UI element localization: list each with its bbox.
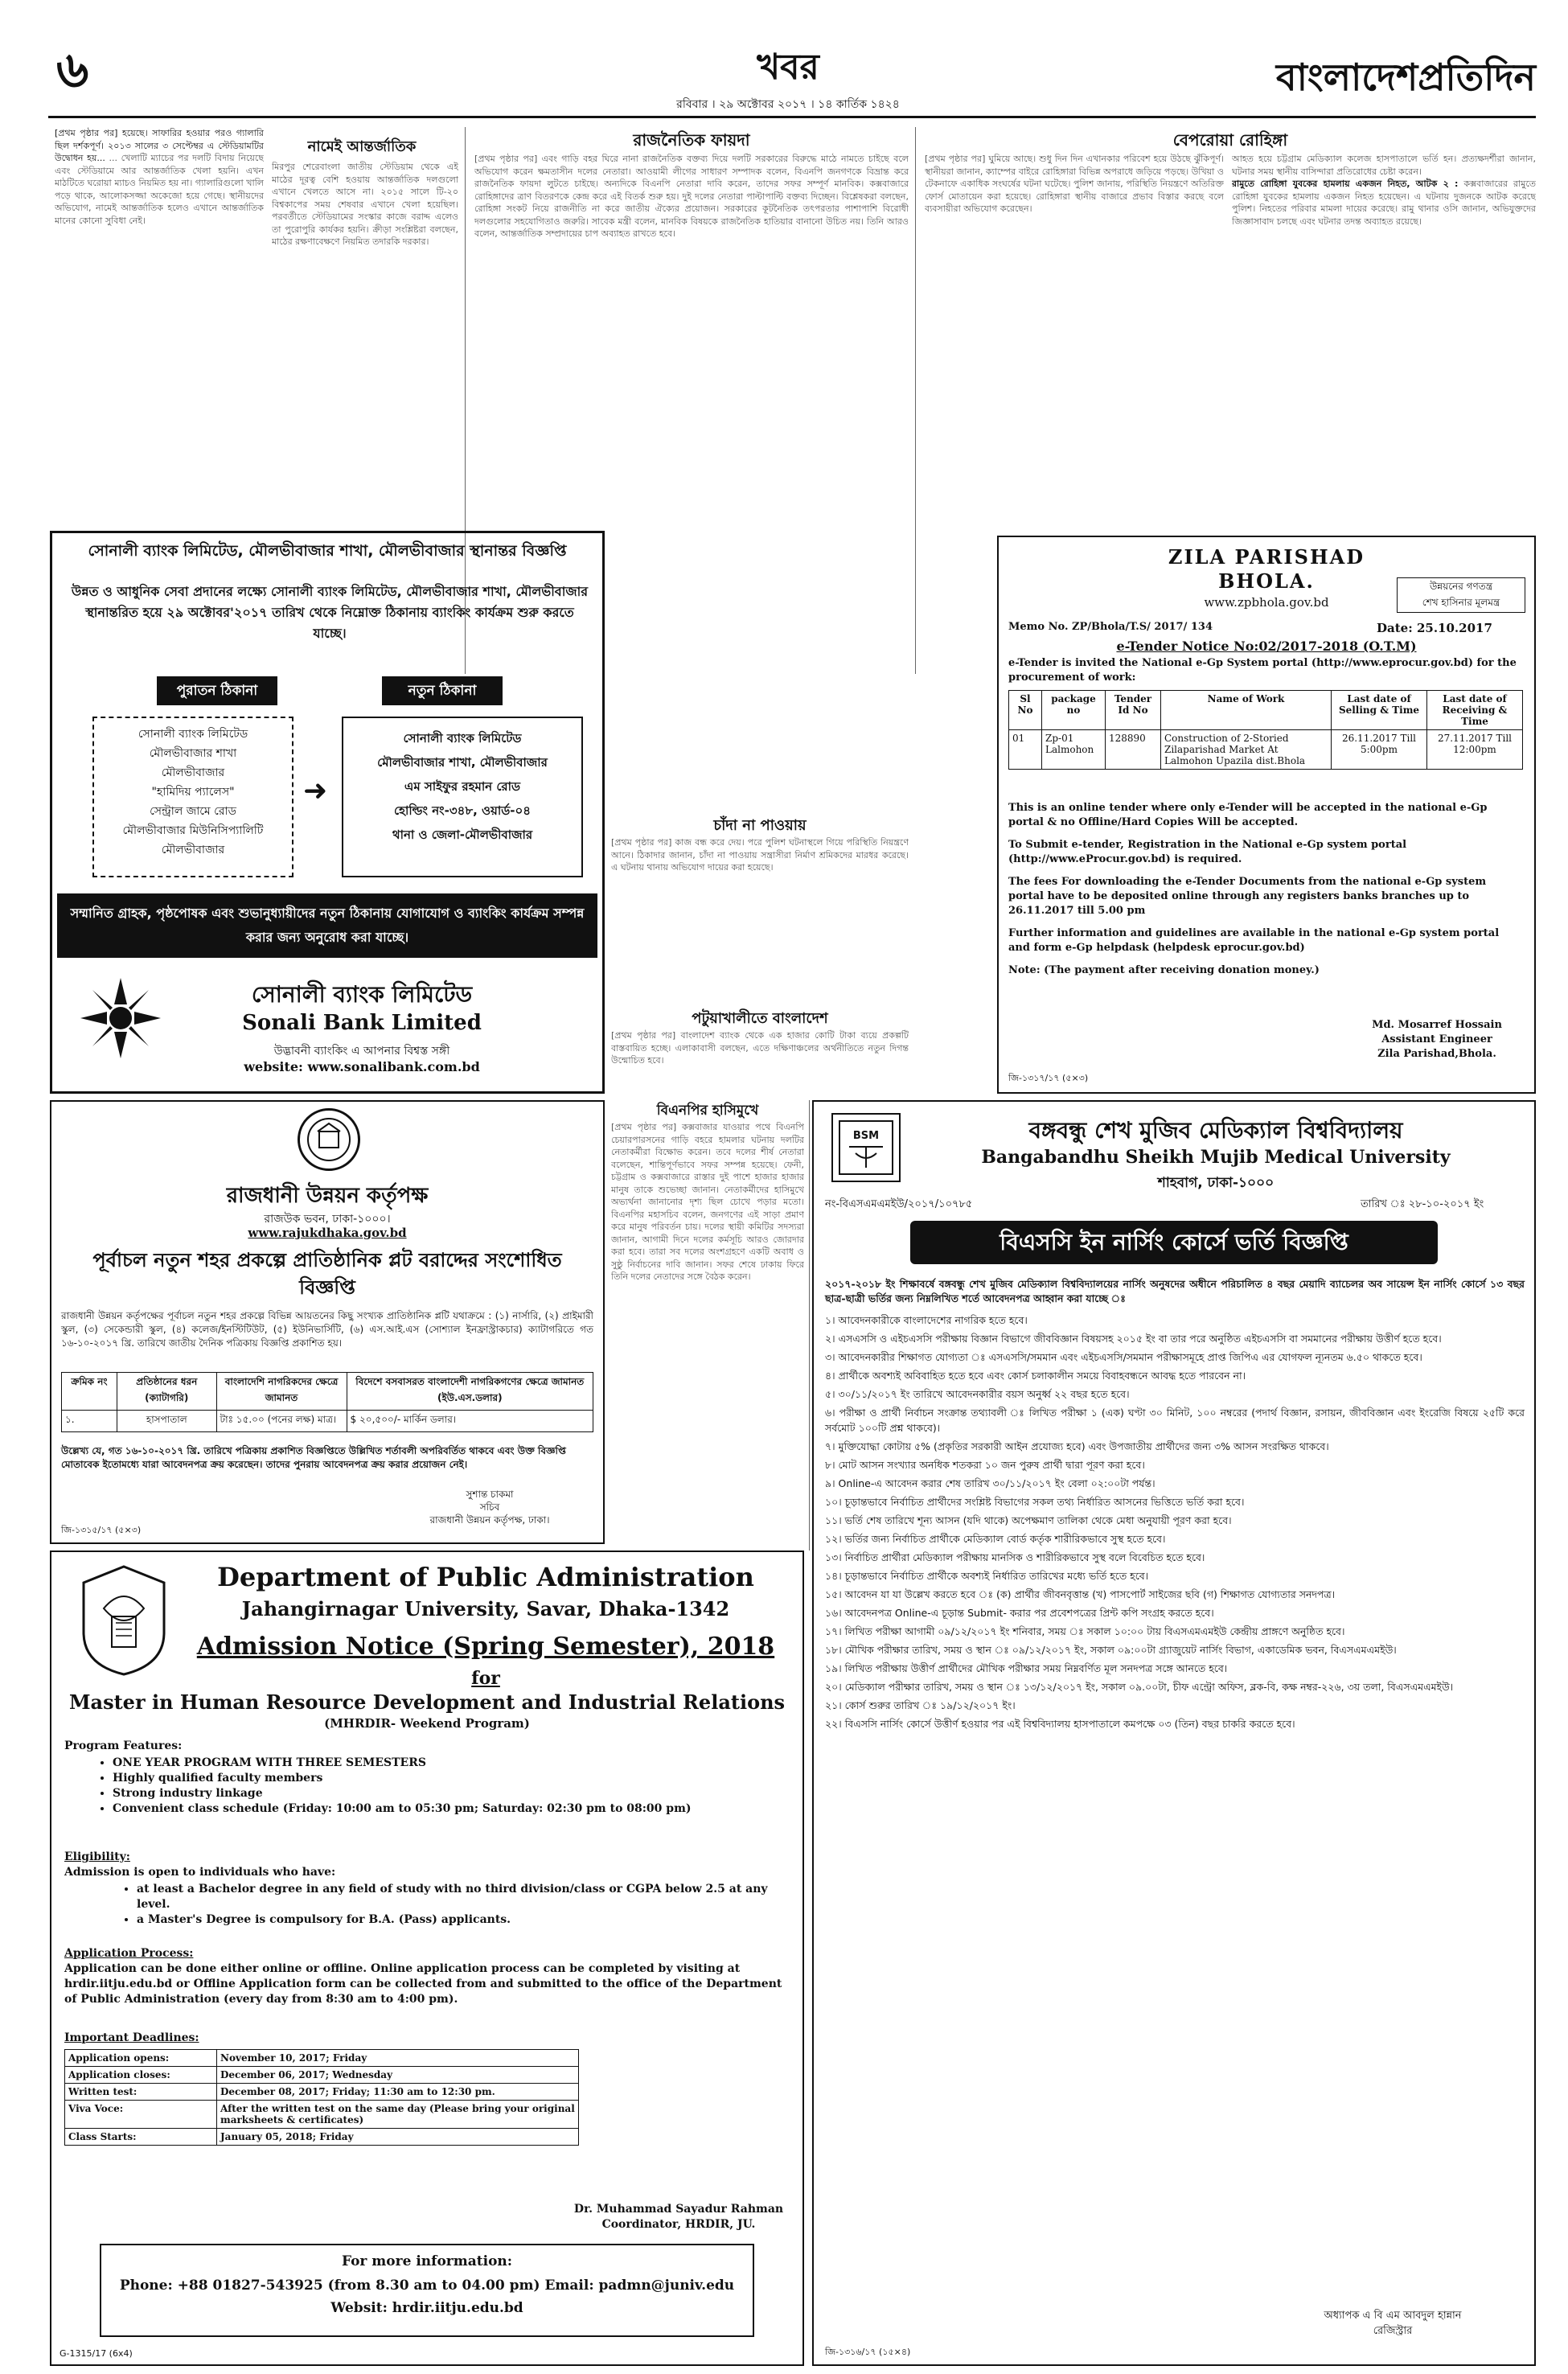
rajuk-table (61, 1372, 593, 1432)
table-row (65, 2084, 579, 2101)
list-item: ১১। ভর্তি শেষ তারিখে শূন্য আসন (যদি থাকে) অপেক্ষমাণ তালিকা থেকে মেধা অনুযায়ী পূরণ করা হবে। (825, 1514, 1232, 1526)
new-address-label: নতুন ঠিকানা (382, 676, 503, 705)
new-address-line: সোনালী ব্যাংক লিমিটেড (403, 731, 522, 745)
table-row (62, 1411, 593, 1432)
bsmmu-sign-name: অধ্যাপক এ বি এম আবদুল হান্নান (1324, 2310, 1462, 2322)
new-address-box (342, 717, 583, 877)
list-item: ১। আবেদনকারীকে বাংলাদেশের নাগরিক হতে হবে। (825, 1314, 1028, 1326)
rajuk-headline: পূর্বাচল নতুন শহর প্রকল্পে প্রাতিষ্ঠানিক প্লট বরাদ্দের সংশোধিত বিজ্ঞপ্তি (92, 1249, 562, 1299)
ju-process-text: Application can be done either online or offline. Online application process can be completed by visiting at hrdir.iitju.edu.bd or Offline Application form can be collected from and submitted to the office of the Department of Public Administration (every day from 8:30 am to 4:00 pm). (64, 1962, 782, 2006)
table-cell: 27.11.2017 Till 12:00pm (1427, 730, 1523, 770)
list-item: • Convenient class schedule (Friday: 10:00 am to 05:30 pm; Saturday: 02:30 pm to 08:00 pm) (113, 1801, 788, 1817)
page-number: ৬ (56, 40, 89, 99)
table-row (65, 2129, 579, 2146)
bsmmu-date: তারিখ ঃ ২৮-১০-২০১৭ ইং (1361, 1198, 1484, 1210)
table-cell: December 08, 2017; Friday; 11:30 am to 12:30 pm. (217, 2084, 579, 2101)
zila-code: জি-১৩১৭/১৭ (৫×৩) (1008, 1073, 1089, 1083)
ju-for: for (471, 1668, 500, 1689)
ju-signature (566, 2202, 791, 2232)
zila-note: Note: (The payment after receiving donation money.) (1008, 964, 1320, 976)
rajuk-sign-title: সচিব (479, 1501, 500, 1513)
ju-process-title: Application Process: (64, 1947, 194, 1960)
sonali-ad-notice: সম্মানিত গ্রাহক, পৃষ্ঠপোষক এবং শুভানুধ্যায়ীদের নতুন ঠিকানায় যোগাযোগ ও ব্যাংকিং কার্যক্রম সম্পন্ন করার জন্য অনুরোধ করা যাচ্ছে। (57, 893, 597, 958)
list-item: ৭। মুক্তিযোদ্ধা কোটায় ৫% (প্রকৃতির সরকারী আইন প্রযোজ্য হবে) এবং উপজাতীয় প্রার্থীদের জন্য ৩% আসন সংরক্ষিত থাকবে। (825, 1440, 1329, 1452)
table-cell: Application opens: (65, 2050, 217, 2067)
ju-code: G-1315/17 (6x4) (60, 2348, 133, 2359)
ju-program-sub: (MHRDIR- Weekend Program) (324, 1716, 530, 1731)
article-col1-headline: নামেই আন্তর্জাতিক (307, 138, 417, 155)
table-cell: টাঃ ১৫.০০ (পনের লক্ষ) মাত্র। (216, 1411, 347, 1432)
list-item: ৯। Online-এ আবেদন করার শেষ তারিখ ৩০/১১/২০১৭ ইং বেলা ০২:০০টা পর্যন্ত। (825, 1477, 1155, 1489)
rajuk-ad (50, 1100, 605, 1544)
sonali-logo-icon (76, 974, 165, 1062)
list-item: ৩। আবেদনকারীর শিক্ষাগত যোগ্যতা ঃ এসএসসি/সমমান এবং এইচএসসি/সমমান পরীক্ষাসমূহে প্রাপ্ত জিপিএ এর যোগফল ন্যূনতম ৬.৫০ থাকতে হবে। (825, 1351, 1422, 1363)
table-cell: November 10, 2017; Friday (217, 2050, 579, 2067)
rajuk-body: রাজধানী উন্নয়ন কর্তৃপক্ষের পূর্বাচল নতুন শহর প্রকল্পে বিভিন্ন আয়তনের কিছু সংখ্যক প্রাতিষ্ঠানিক প্লটি যথাক্রমে : (১) নার্সারি, (২) প্রাইমারী স্কুল, (৩) সেকেন্ডারী স্কুল, (৪) কলেজ/ইনস্টিটিউট, (৫) ইউনিভার্সিটি, (৬) এস.আই.এস (সোশ্যাল ইনফ্রাস্ট্রাকচার) ক্যাটাগরিতে গত ১৬-১০-২০১৭ খ্রি. তারিখে জাতীয় দৈনিক পত্রিকায় বিজ্ঞপ্তি প্রকাশিত হয়। (61, 1310, 593, 1349)
zila-th: Last date of Selling & Time (1332, 691, 1427, 730)
old-address-line: সোনালী ব্যাংক লিমিটেড (138, 728, 248, 741)
zila-para: To Submit e-tender, Registration in the National e-Gp system portal (http://www.eProcur.gov.bd) is required. (1008, 839, 1407, 865)
sonali-brand-en: Sonali Bank Limited (242, 1011, 482, 1035)
sonali-website: website: www.sonalibank.com.bd (244, 1059, 480, 1074)
table-cell: Construction of 2-Storied Zilaparishad Market At Lalmohon Upazila dist.Bhola (1161, 730, 1332, 770)
new-address-line: মৌলভীবাজার শাখা, মৌলভীবাজার (377, 755, 548, 770)
ju-process (64, 1946, 788, 2007)
date-line: রবিবার । ২৯ অক্টোবর ২০১৭ । ১৪ কার্তিক ১৪২৪ (676, 98, 900, 111)
newspaper-name: বাংলাদেশপ্রতিদিন (1275, 55, 1536, 99)
ju-phone: Phone: +88 01827-543925 (from 8.30 am to 04.00 pm) Email: padmn@juniv.edu (119, 2277, 735, 2294)
bsmmu-name-bn: বঙ্গবন্ধু শেখ মুজিব মেডিক্যাল বিশ্ববিদ্যালয় (1028, 1117, 1403, 1144)
ju-notice: Admission Notice (Spring Semester), 2018 (196, 1633, 775, 1661)
bsmmu-intro: ২০১৭-২০১৮ ইং শিক্ষাবর্ষে বঙ্গবন্ধু শেখ মুজিব মেডিক্যাল বিশ্ববিদ্যালয়ের নার্সিং অনুষদের অধীনে পরিচালিত ৪ বছর মেয়াদি ব্যাচেলর অব সায়েন্স ইন নার্সিং কোর্সে ১৩ বছর ছাত্র-ছাত্রী ভর্তির জন্য নিম্নলিখিত শর্তে আবেদনপত্র আহ্বান করা যাচ্ছে ঃ (825, 1278, 1525, 1304)
table-row (1009, 730, 1523, 770)
zila-tender-table (1008, 690, 1523, 770)
bsmmu-sign-title: রেজিস্ট্রার (1373, 2325, 1413, 2337)
list-item: ১৭। লিখিত পরীক্ষা আগামী ০৯/১২/২০১৭ ইং শনিবার, সময় ঃ সকাল ১০:০০ টায় বিএসএমএমইউ কেন্দ্রীয় প্রাঙ্গণে অনুষ্ঠিত হবে। (825, 1625, 1345, 1637)
list-item: ৪। প্রার্থীকে অবশ্যই অবিবাহিত হতে হবে এবং কোর্স চলাকালীন সময়ে বিবাহবন্ধনে আবদ্ধ হতে পারবেন না। (825, 1370, 1246, 1382)
table-cell: Class Starts: (65, 2129, 217, 2146)
ju-web: Websit: hrdir.iitju.edu.bd (330, 2300, 523, 2316)
sonali-tagline: উদ্ভাবনী ব্যাংকিং এ আপনার বিশ্বস্ত সঙ্গী (273, 1045, 450, 1058)
arrow-icon: ➜ (303, 774, 328, 807)
bsmmu-ref: নং-বিএসএমএমইউ/২০১৭/১০৭৮৫ (825, 1198, 973, 1210)
list-item: ১৮। মৌখিক পরীক্ষার তারিখ, সময় ও স্থান ঃ ০৯/১২/২০১৭ ইং, সকাল ০৯:০০টা গ্র্যাজুয়েট নার্সিং বিভাগ, একাডেমিক ভবন, বিএসএমএমইউ। (825, 1644, 1397, 1656)
zila-sign-title: Assistant Engineer (1381, 1033, 1492, 1045)
table-cell: 01 (1009, 730, 1042, 770)
table-cell: Application closes: (65, 2067, 217, 2084)
ju-eligibility-title: Eligibility: (64, 1850, 130, 1863)
sonali-brand-bn: সোনালী ব্যাংক লিমিটেড (251, 981, 473, 1008)
list-item: • Highly qualified faculty members (113, 1771, 788, 1786)
list-item: ৬। পরীক্ষা ও প্রার্থী নির্বাচন সংক্রান্ত তথ্যাবলী ঃ লিখিত পরীক্ষা ১ (এক) ঘণ্টা ৩০ মিনিট, ১০০ নম্বরের (পদার্থ বিজ্ঞান, রসায়ন, জীববিজ্ঞান এবং ইংরেজি বিষয়ে ২৫টি করে সর্বমোট ১০০টি প্রশ্ন থাকবে)। (825, 1407, 1525, 1434)
rajuk-th: প্রতিষ্ঠানের ধরন (ক্যাটাগরি) (117, 1373, 217, 1411)
article-patuakhali: [প্রথম পৃষ্ঠার পর] বাংলাদেশ ব্যাংক থেকে এক হাজার কোটি টাকা ব্যয়ে প্রকল্পটি বাস্তবায়িত হচ্ছে। এলাকাবাসী বলছেন, এতে দক্ষিণাঞ্চলের অর্থনীতিতে নতুন দিগন্ত উন্মোচিত হবে। (611, 1030, 909, 1066)
rajuk-th: ক্রমিক নং (62, 1373, 117, 1411)
article-patuakhali-headline: পটুয়াখালীতে বাংলাদেশ (692, 1010, 828, 1027)
table-cell: After the written test on the same day (Please bring your original marksheets & certificates) (217, 2101, 579, 2129)
rajuk-th: বাংলাদেশি নাগরিকদের ক্ষেত্রে জামানত (216, 1373, 347, 1411)
sonali-bank-ad (50, 531, 605, 1094)
list-item: ৫। ৩০/১১/২০১৭ ইং তারিখে আবেদনকারীর বয়স অনুর্ধ্ব ২২ বছর হতে হবে। (825, 1388, 1130, 1400)
bsmmu-ad (812, 1100, 1536, 2366)
divider (809, 1100, 810, 1550)
ju-deadlines-table (64, 2049, 579, 2146)
table-cell: ১. (62, 1411, 117, 1432)
new-address-line: হোল্ডিং নং-৩৪৮, ওয়ার্ড-০৪ (394, 803, 531, 818)
article-sidebar: [প্রথম পৃষ্ঠার পর] কক্সবাজার যাওয়ার পথে বিএনপি চেয়ারপারসনের গাড়ি বহরে হামলার ঘটনায় দলটির নেতাকর্মীরা বিক্ষোভ করেন। তবে দলের শীর্ষ নেতারা বলেছেন, শান্তিপূর্ণভাবে সফর সম্পন্ন হয়েছে। ফেনী, চট্টগ্রাম ও কক্সবাজারে রাস্তার দুই পাশে হাজার হাজার মানুষ তাকে শুভেচ্ছা জানান। নেতাকর্মীদের হাসিমুখে অভ্যর্থনা জানানোর দৃশ্য ছিল চোখে পড়ার মতো। বিএনপির মহাসচিব বলেন, জনগণের এই সাড়া প্রমাণ করে মানুষ পরিবর্তন চায়। দলের স্থায়ী কমিটির সদস্যরা জানান, আগামী দিনে দলের কর্মসূচি আরও জোরদার করা হবে। তারা সব দলের অংশগ্রহণে একটি অবাধ ও সুষ্ঠু নির্বাচনের দাবি জানান। সফর শেষে ঢাকায় ফিরে তিনি দলের নেতাদের সঙ্গে বৈঠক করেন। (611, 1122, 804, 1282)
svg-text:BSM: BSM (852, 1130, 880, 1142)
table-cell: Written test: (65, 2084, 217, 2101)
sonali-ad-intro: উন্নত ও আধুনিক সেবা প্রদানের লক্ষ্যে সোনালী ব্যাংক লিমিটেড, মৌলভীবাজার শাখা, মৌলভীবাজার স্থানান্তরিত হয়ে ২৯ অক্টোবর'২০১৭ তারিখ থেকে নিম্নোক্ত ঠিকানায় ব্যাংকিং কার্যক্রম শুরু করতে যাচ্ছে। (71, 584, 589, 641)
old-address-box (92, 717, 293, 877)
table-row (65, 2067, 579, 2084)
old-address-line: মৌলভীবাজার (161, 844, 225, 856)
list-item: ৮। মোট আসন সংখ্যার অনধিক শতকরা ১০ জন পুরুষ প্রার্থী দ্বারা পূরণ করা হবে। (825, 1459, 1145, 1471)
zila-body (1008, 801, 1523, 978)
zila-para: This is an online tender where only e-Tender will be accepted in the national e-Gp portal & no Offline/Hard Copies Will be accepted. (1008, 802, 1488, 828)
zila-signature (1353, 1018, 1521, 1062)
article-col2-headline: রাজনৈতিক ফায়দা (633, 130, 750, 150)
article-chanda-headline: চাঁদা না পাওয়ায় (713, 817, 807, 834)
zila-th: Last date of Receiving & Time (1427, 691, 1523, 730)
bsmmu-address: শাহবাগ, ঢাকা-১০০০ (1157, 1175, 1275, 1191)
list-item: ২২। বিএসসি নার্সিং কোর্সে উত্তীর্ণ হওয়ার পর এই বিশ্ববিদ্যালয় হাসপাতালে কমপক্ষে ০৩ (তিন) বছর চাকরি করতে হবে। (825, 1718, 1295, 1730)
article-col1-text: [প্রথম পৃষ্ঠার পর] হয়েছে। সাফারির হওয়ার পরও গ্যালারি ছিল দর্শকপূর্ণ। ২০১৩ সালের ৩ সেপ্টেম্বর এ স্টেডিয়ামটির উদ্বোধন হয়... (55, 128, 264, 163)
zila-parishad-ad (997, 536, 1536, 1094)
old-address-line: "হামিদিয় প্যালেস" (151, 786, 235, 799)
table-cell: $ ২০,৫০০/- মার্কিন ডলার। (347, 1411, 593, 1432)
bsmmu-banner: বিএসসি ইন নার্সিং কোর্সে ভর্তি বিজ্ঞপ্তি (910, 1221, 1438, 1264)
list-item: • ONE YEAR PROGRAM WITH THREE SEMESTERS (113, 1756, 788, 1771)
list-item: ২১। কোর্স শুরুর তারিখ ঃ ১৯/১২/২০১৭ ইং। (825, 1699, 1016, 1711)
article-col3b: আহত হয়ে চট্টগ্রাম মেডিক্যাল কলেজ হাসপাতালে ভর্তি হন। প্রত্যক্ষদর্শীরা জানান, ঘটনার সময় স্থানীয় বাসিন্দারা প্রতিরোধের চেষ্টা করেন। রামুতে রোহিঙ্গা যুবকের হামলায় একজন নিহত, আটক ২ : কক্সবাজারের রামুতে রোহিঙ্গা যুবকের হামলায় একজন নিহত হয়েছেন। এ ঘটনায় দুজনকে আটক করেছে পুলিশ। নিহতের পরিবার মামলা দায়ের করেছে। রামু থানার ওসি জানান, অভিযুক্তদের জিজ্ঞাসাবাদ চলছে এবং ঘটনার তদন্ত অব্যাহত রয়েছে। (1232, 154, 1536, 227)
new-address-line: থানা ও জেলা-মৌলভীবাজার (392, 828, 533, 842)
zila-intro: e-Tender is invited the National e-Gp System portal (http://www.eprocur.gov.bd) for the procurement of work: (1008, 657, 1517, 684)
list-item: ১৪। চূড়ান্তভাবে নির্বাচিত প্রার্থীকে অবশ্যই নির্ধারিত তারিখের মধ্যে ভর্তি হতে হবে। (825, 1570, 1149, 1582)
old-address-line: মৌলভীবাজার শাখা (149, 747, 237, 760)
list-item: ১৩। নির্বাচিত প্রার্থীরা মেডিক্যাল পরীক্ষায় মানসিক ও শারীরিকভাবে সুস্থ বলে বিবেচিত হতে হবে। (825, 1551, 1205, 1563)
rajuk-th: বিদেশে বসবাসরত বাংলাদেশী নাগরিকগণের ক্ষেত্রে জামানত (ইউ.এস.ডলার) (347, 1373, 593, 1411)
article-col3-subhead: রামুতে রোহিঙ্গা যুবকের হামলায় একজন নিহত, আটক ২ : (1232, 179, 1459, 189)
ju-deadlines-title: Important Deadlines: (64, 2031, 199, 2044)
ju-eligibility (64, 1850, 788, 1928)
ju-features (64, 1739, 788, 1817)
zila-th: package no (1042, 691, 1106, 730)
bsmmu-items (825, 1312, 1525, 1735)
rajuk-site: www.rajukdhaka.gov.bd (248, 1226, 407, 1240)
list-item: • Strong industry linkage (113, 1786, 788, 1801)
zila-badge (1397, 577, 1525, 613)
table-cell: Viva Voce: (65, 2101, 217, 2129)
bsmmu-signature (1264, 2308, 1521, 2339)
rajuk-signature (389, 1488, 590, 1526)
bsmmu-code: জি-১৩১৬/১৭ (১৫×৪) (825, 2347, 911, 2357)
old-address-line: মৌলভীবাজার মিউনিসিপ্যালিটি (122, 824, 264, 837)
old-address-label: পুরাতন ঠিকানা (157, 676, 277, 705)
zila-para: Further information and guidelines are available in the national e-Gp system portal and form e-Gp helpdask (helpdesk eprocur.gov.bd) (1008, 927, 1500, 954)
bsmmu-name-en: Bangabandhu Sheikh Mujib Medical University (981, 1147, 1451, 1168)
old-address-line: সেন্ট্রাল জামে রোড (150, 805, 236, 818)
rajuk-sign-org: রাজধানী উন্নয়ন কর্তৃপক্ষ, ঢাকা। (429, 1514, 550, 1526)
old-address-line: মৌলভীবাজার (161, 766, 225, 779)
ju-eligibility-intro: Admission is open to individuals who have: (64, 1866, 336, 1879)
ju-program: Master in Human Resource Development and Industrial Relations (68, 1690, 786, 1714)
zila-site: www.zpbhola.gov.bd (1204, 595, 1329, 610)
list-item: • a Master's Degree is compulsory for B.A. (Pass) applicants. (137, 1912, 788, 1928)
article-col1b: মিরপুর শেরেবাংলা জাতীয় স্টেডিয়াম থেকে এই মাঠের দূরত্ব বেশি হওয়ায় আন্তর্জাতিক দলগুলো এখানে খেলতে আসে না। ২০১৫ সালে টি-২০ বিশ্বকাপের সময় শেষবার এখানে খেলা হয়েছিল। পরবর্তীতে স্টেডিয়ামের সংস্কার কাজে বরাদ্দ এলেও তা পুরোপুরি কার্যকর হয়নি। ক্রীড়া সংশ্লিষ্টরা বলছেন, মাঠের রক্ষণাবেক্ষণে নিয়মিত তদারকি দরকার। (272, 162, 458, 247)
list-item: ১৬। আবেদনপত্র Online-এ চূড়ান্ত Submit- করার পর প্রবেশপত্রের প্রিন্ট কপি সংগ্রহ করতে হবে। (825, 1607, 1214, 1619)
ju-address: Jahangirnagar University, Savar, Dhaka-1342 (241, 1597, 730, 1620)
zila-th: Tender Id No (1106, 691, 1161, 730)
article-col3: [প্রথম পৃষ্ঠার পর] ঘুমিয়ে আছে। শুধু দিন দিন এখানকার পরিবেশ হয়ে উঠছে ঝুঁকিপূর্ণ। স্থানীয়রা জানান, ক্যাম্পের বাইরে রোহিঙ্গারা বিভিন্ন অপরাধে জড়িয়ে পড়ছে। উখিয়া ও টেকনাফে একাধিক সংঘর্ষের ঘটনা ঘটেছে। পুলিশ জানায়, পরিস্থিতি নিয়ন্ত্রণে অতিরিক্ত ফোর্স মোতায়েন করা হয়েছে। রোহিঙ্গারা স্থানীয় বাজারে প্রভাব বিস্তার করছে বলে ব্যবসায়ীরা অভিযোগ করেছেন। (925, 154, 1224, 214)
table-cell: December 06, 2017; Wednesday (217, 2067, 579, 2084)
rajuk-sign-name: সুশান্ত চাকমা (466, 1489, 514, 1500)
zila-badge-line: উন্নয়নের গণতন্ত্র (1429, 581, 1493, 592)
table-cell: 128890 (1106, 730, 1161, 770)
ju-logo-icon (68, 1560, 180, 1681)
list-item: ১০। চূড়ান্তভাবে নির্বাচিত প্রার্থীদের সংশ্লিষ্ট বিভাগের সকল তথ্য নির্ধারিত আসনের ভিত্তিতে ভর্তি করা হবে। (825, 1496, 1245, 1508)
table-cell: Zp-01 Lalmohon (1042, 730, 1106, 770)
divider (915, 127, 916, 674)
article-col3-headline: বেপরোয়া রোহিঙ্গা (1172, 130, 1288, 150)
ju-sign-title: Coordinator, HRDIR, JU. (601, 2218, 756, 2231)
article-col1: [প্রথম পৃষ্ঠার পর] হয়েছে। সাফারির হওয়ার পরও গ্যালারি ছিল দর্শকপূর্ণ। ২০১৩ সালের ৩ সেপ্টেম্বর এ স্টেডিয়ামটির উদ্বোধন হয়... ... খেলাটি ম্যাচের পর দলটি বিদায় নিয়েছে এবং স্টেডিয়ামে আর আন্তর্জাতিক খেলা হয়নি। এখন মাঠটিতে ঘরোয়া ম্যাচও নিয়মিত হয় না। গ্যালারিগুলো খালি পড়ে থাকে, আলোকসজ্জা অকেজো হয়ে গেছে। স্থানীয়দের অভিযোগ, নামেই আন্তর্জাতিক হলেও এখানে আন্তর্জাতিক মানের কোনো সুবিধা নেই। (55, 128, 264, 226)
list-item: ১৯। লিখিত পরীক্ষায় উত্তীর্ণ প্রার্থীদের মৌখিক পরীক্ষার সময় নিম্নবর্ণিত মূল সনদপত্র সঙ্গে আনতে হবে। (825, 1662, 1228, 1674)
article-col2: [প্রথম পৃষ্ঠার পর] এবং গাড়ি বহর ঘিরে নানা রাজনৈতিক বক্তব্য দিয়ে দলটি সরকারের বিরুদ্ধে মাঠে নামতে চাইছে বলে অভিযোগ করেন ক্ষমতাসীন দলের নেতারা। আওয়ামী লীগের সাধারণ সম্পাদক বলেন, বিএনপি জনগণকে বিভ্রান্ত করে রাজনৈতিক ফায়দা লুটতে চাইছে। অন্যদিকে বিএনপি নেতারা দাবি করেন, তাদের সফর সম্পূর্ণ মানবিক। কক্সবাজারে রোহিঙ্গাদের ত্রাণ বিতরণকে কেন্দ্র করে এই বিতর্ক শুরু হয়। দুই দলের নেতারা পাল্টাপাল্টি বক্তব্য দিচ্ছেন। বিশ্লেষকরা বলছেন, রোহিঙ্গা সংকট নিয়ে রাজনীতি না করে জাতীয় ঐক্যের প্রয়োজন। সরকারের কূটনৈতিক তৎপরতার পাশাপাশি বিরোধী দলগুলোর সহযোগিতাও জরুরি। সাবেক মন্ত্রী বলেন, মানবিক বিষয়কে রাজনৈতিক হাতিয়ার বানানো উচিত নয়। তিনি আরও বলেন, আন্তর্জাতিক সম্প্রদায়ের চাপ অব্যাহত রাখতে হবে। (474, 154, 909, 239)
section-title: খবর (757, 47, 819, 88)
rajuk-logo-icon (298, 1108, 360, 1171)
masthead-rule (48, 116, 1536, 118)
ju-sign-name: Dr. Muhammad Sayadur Rahman (573, 2203, 784, 2216)
zila-title2: BHOLA. (1218, 569, 1315, 593)
rajuk-code: জি-১৩১৫/১৭ (৫×৩) (61, 1525, 142, 1535)
bsmmu-logo-icon (831, 1113, 901, 1182)
zila-sign-title: Zila Parishad,Bhola. (1377, 1048, 1496, 1060)
ju-more-title: For more information: (341, 2253, 513, 2269)
list-item: ১২। ভর্তির জন্য নির্বাচিত প্রার্থীকে মেডিক্যাল বোর্ড কর্তৃক শারীরিকভাবে সুস্থ হতে হবে। (825, 1533, 1166, 1545)
rajuk-footer-text: উল্লেখ্য যে, গত ১৬-১০-২০১৭ খ্রি. তারিখে পত্রিকায় প্রকাশিত বিজ্ঞপ্তিতে উল্লিখিত শর্তাবলী অপরিবর্তিত থাকবে এবং উক্ত বিজ্ঞপ্তি মোতাবেক ইতোমধ্যে যারা আবেদনপত্র ক্রয় করেছেন। তাদের পুনরায় আবেদনপত্র ক্রয় করার প্রয়োজন নেই। (61, 1445, 566, 1470)
article-sidebar-headline: বিএনপির হাসিমুখে (656, 1103, 759, 1119)
ju-contact-box (100, 2244, 754, 2337)
zila-memo: Memo No. ZP/Bhola/T.S/ 2017/ 134 (1008, 621, 1213, 633)
zila-sign-name: Md. Mosarref Hossain (1372, 1019, 1502, 1031)
table-cell: 26.11.2017 Till 5:00pm (1332, 730, 1427, 770)
ju-dept: Department of Public Administration (217, 1562, 754, 1592)
rajuk-address: রাজউক ভবন, ঢাকা-১০০০। (264, 1213, 391, 1226)
table-row (65, 2101, 579, 2129)
new-address-line: এম সাইফুর রহমান রোড (404, 779, 521, 794)
zila-th: Name of Work (1161, 691, 1332, 730)
table-cell: January 05, 2018; Friday (217, 2129, 579, 2146)
article-chanda: [প্রথম পৃষ্ঠার পর] কাজ বন্ধ করে দেয়। পরে পুলিশ ঘটনাস্থলে গিয়ে পরিস্থিতি নিয়ন্ত্রণে আনে। ঠিকাদার জানান, চাঁদা না পাওয়ায় সন্ত্রাসীরা নির্মাণ শ্রমিকদের মারধর করেছে। এ ঘটনায় থানায় অভিযোগ দায়ের করা হয়েছে। (611, 837, 909, 873)
zila-date: Date: 25.10.2017 (1377, 621, 1492, 635)
zila-para: The fees For downloading the e-Tender Documents from the national e-Gp system portal have to be deposited online through any registers banks branches up to 26.11.2017 till 5.00 pm (1008, 876, 1487, 917)
table-cell: হাসপাতাল (117, 1411, 217, 1432)
table-row (65, 2050, 579, 2067)
list-item: ২০। মেডিক্যাল পরীক্ষার তারিখ, সময় ও স্থান ঃ ১৩/১২/২০১৭ ইং, সকাল ০৯.০০টা, চীফ এন্ট্রো অফিস, ব্লক-বি, কক্ষ নম্বর-২২৬, ৩য় তলা, বিএসএমএমইউ। (825, 1681, 1454, 1693)
ju-features-title: Program Features: (64, 1739, 183, 1752)
zila-th: Sl No (1009, 691, 1042, 730)
rajuk-org-name: রাজধানী উন্নয়ন কর্তৃপক্ষ (226, 1184, 429, 1208)
list-item: • at least a Bachelor degree in any field of study with no third division/class or CGPA below 2.5 at any level. (137, 1882, 788, 1912)
ju-admission-ad (50, 1550, 804, 2366)
zila-notice-title: e-Tender Notice No:02/2017-2018 (O.T.M) (1116, 639, 1417, 654)
sonali-ad-title: সোনালী ব্যাংক লিমিটেড, মৌলভীবাজার শাখা, মৌলভীবাজার স্থানান্তর বিজ্ঞপ্তি (88, 542, 567, 560)
zila-badge-line: শেখ হাসিনার মূলমন্ত্র (1422, 597, 1500, 608)
zila-title1: ZILA PARISHAD (1168, 545, 1365, 569)
list-item: ২। এসএসসি ও এইচএসসি পরীক্ষায় বিজ্ঞান বিভাগে জীববিজ্ঞান বিষয়সহ ২০১৫ ইং বা তার পরে অনুষ্ঠিত এইচএসসি বা সমমানের পরীক্ষায় উত্তীর্ণ হতে হবে। (825, 1333, 1442, 1345)
list-item: ১৫। আবেদন যা যা উল্লেখ করতে হবে ঃ (ক) প্রার্থীর জীবনবৃত্তান্ত (খ) পাসপোর্ট সাইজের ছবি (গ) শিক্ষাগত যোগ্যতার সনদপত্র। (825, 1588, 1336, 1600)
